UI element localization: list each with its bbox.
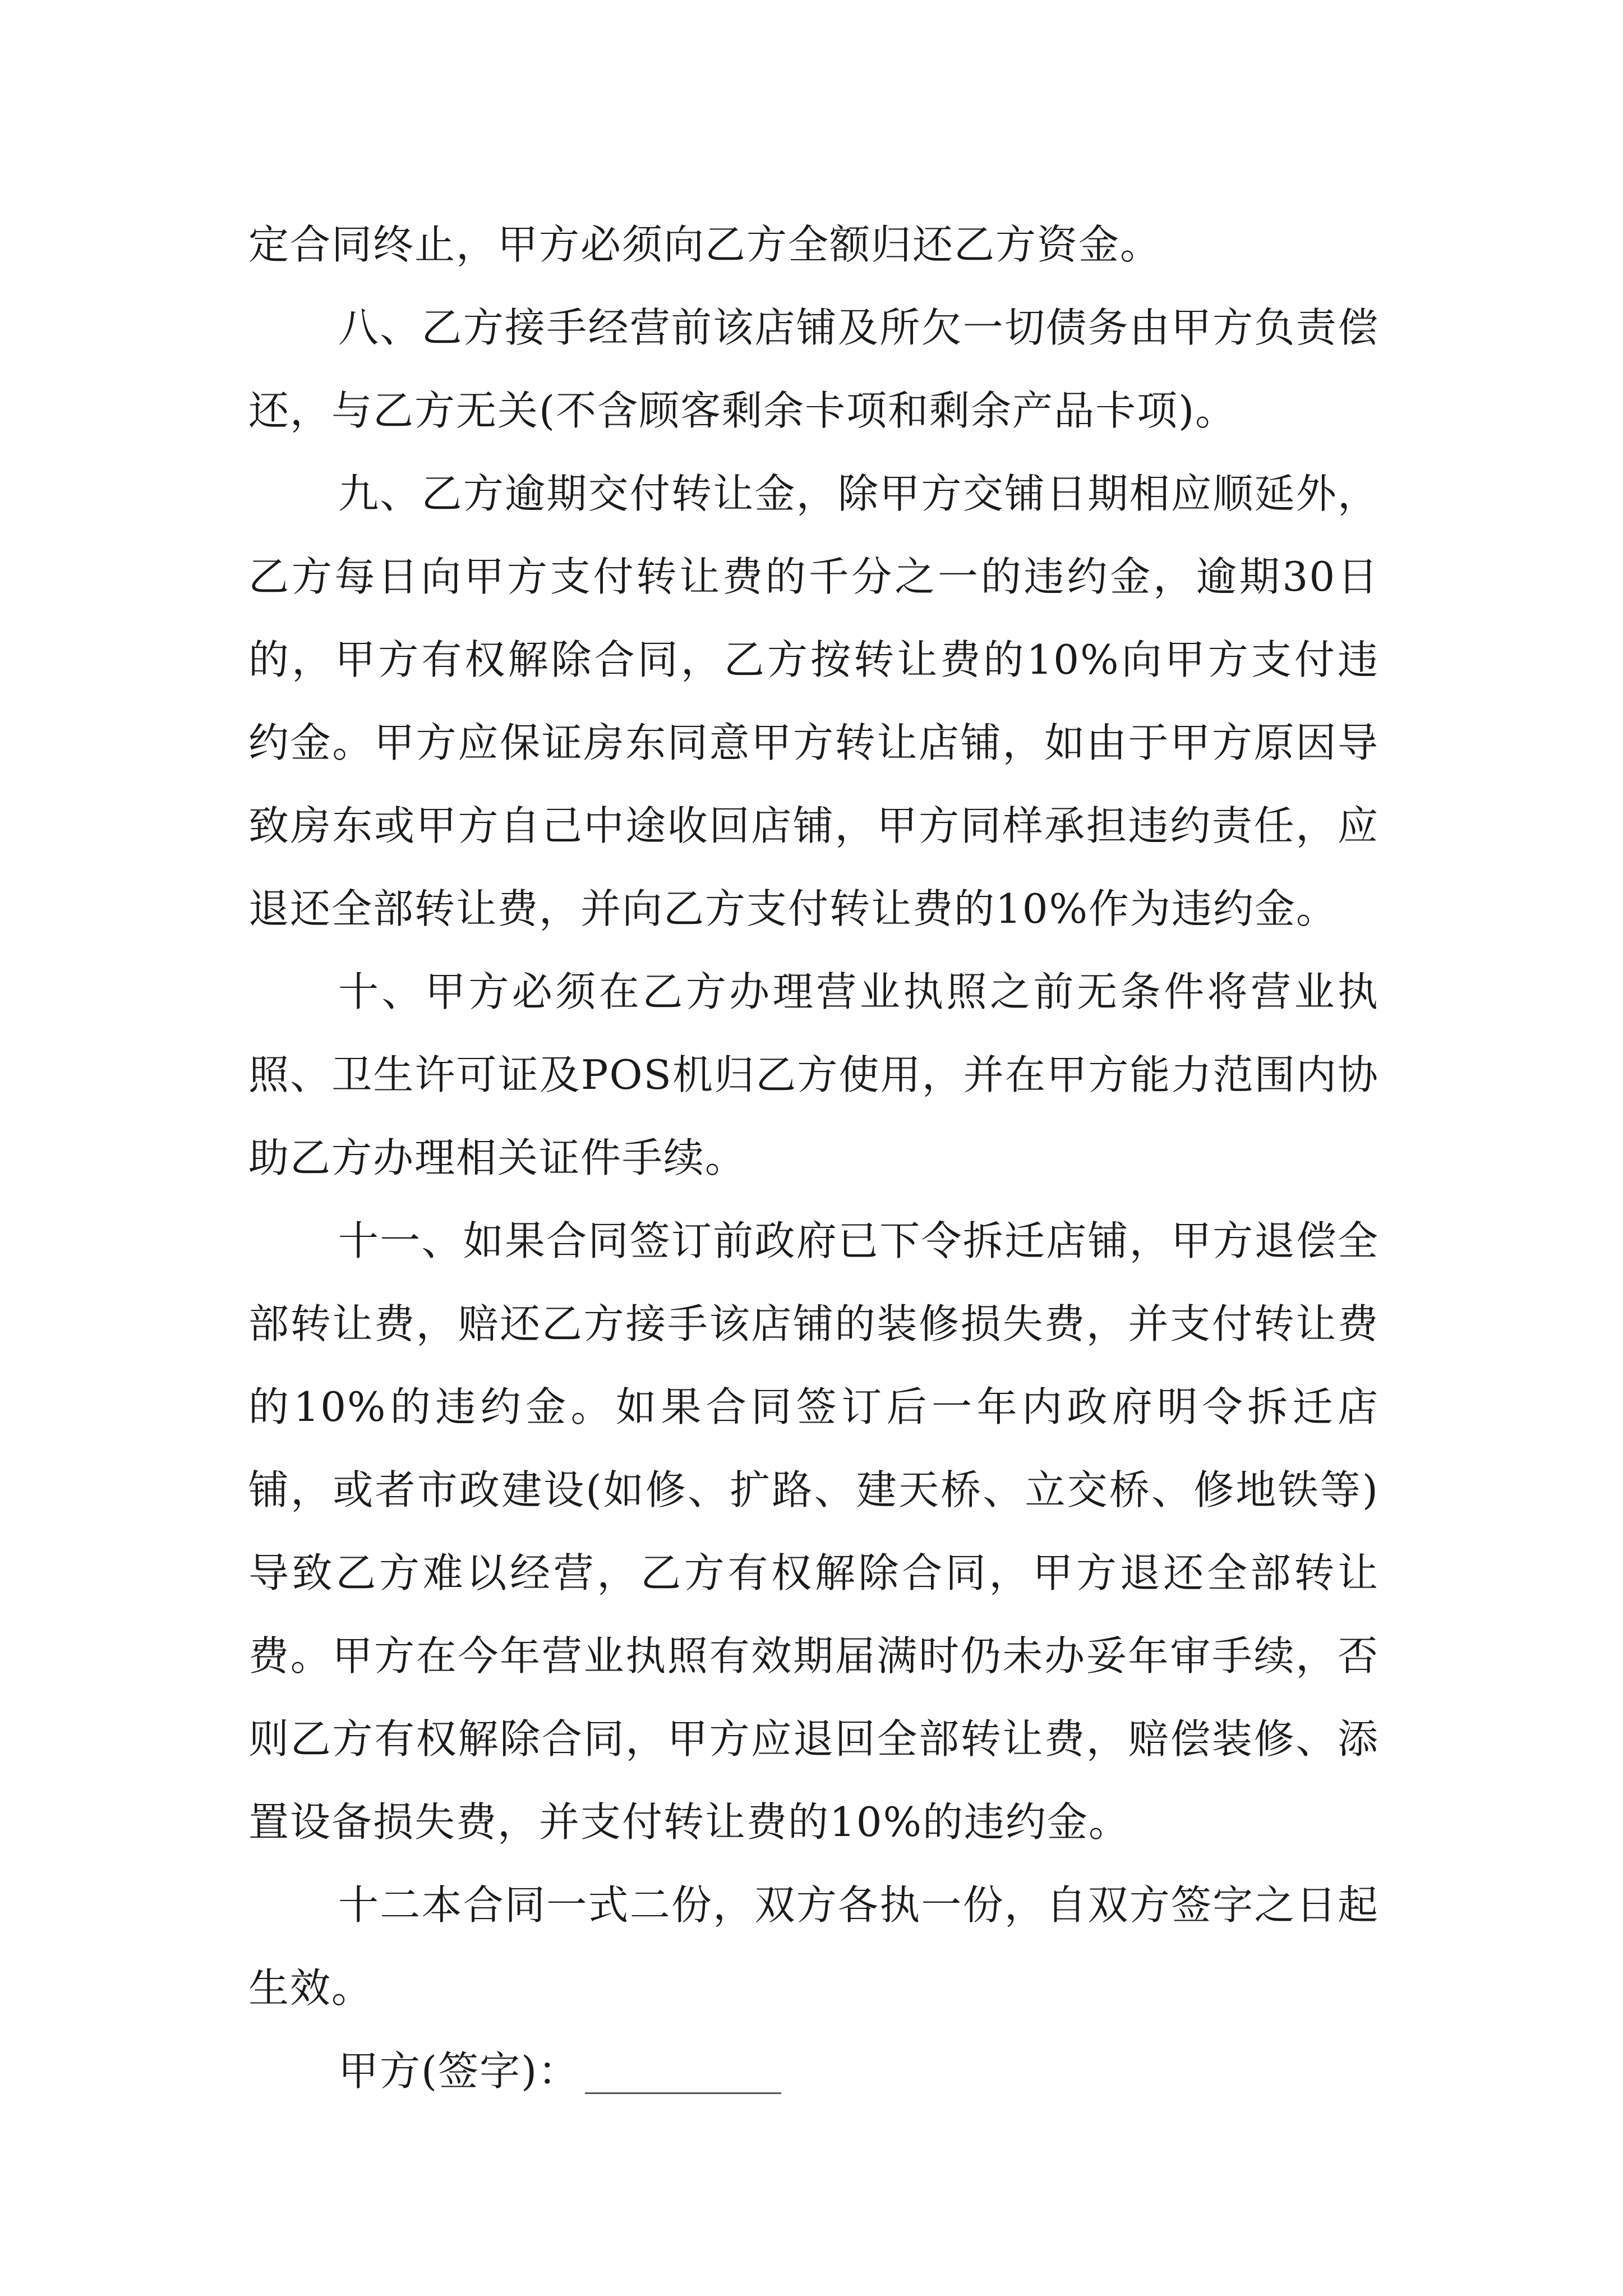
paragraph-continuation: 定合同终止，甲方必须向乙方全额归还乙方资金。 [248,221,1162,268]
clause-11: 十一、如果合同签订前政府已下令拆迁店铺，甲方退偿全部转让费，赔还乙方接手该店铺的装修损失费，并支付转让费的10%的违约金。如果合同签订后一年内政府明令拆迁店铺，或者市政建设(如修、扩路、建天桥、立交桥、修地铁等)导致乙方难以经营，乙方有权解除合同，甲方退还全部转让费。甲方在今年营业执照有效期届满时仍未办妥年审手续，否则乙方有权解除合同，甲方应退回全部转让费，赔偿装修、添置设备损失费，并支付转让费的10%的违约金。 [248,1217,1379,1846]
signature-label: 甲方(签字)： [338,2047,580,2095]
party-a-signature [248,2030,1379,2113]
clause-10: 十、甲方必须在乙方办理营业执照之前无条件将营业执照、卫生许可证及POS机归乙方使用，并在甲方能力范围内协助乙方办理相关证件手续。 [248,968,1379,1181]
clause-8: 八、乙方接手经营前该店铺及所欠一切债务由甲方负责偿还，与乙方无关(不含顾客剩余卡项和剩余产品卡项)。 [248,304,1379,434]
clause-9: 九、乙方逾期交付转让金，除甲方交铺日期相应顺延外，乙方每日向甲方支付转让费的千分之一的违约金，逾期30日的，甲方有权解除合同，乙方按转让费的10%向甲方支付违约金。甲方应保证房东同意甲方转让店铺，如由于甲方原因导致房东或甲方自己中途收回店铺，甲方同样承担违约责任，应退还全部转让费，并向乙方支付转让费的10%作为违约金。 [248,470,1379,932]
clause-12: 十二本合同一式二份，双方各执一份，自双方签字之日起生效。 [248,1881,1379,2012]
contract-body [248,203,1379,2113]
signature-blank-line [585,2092,781,2094]
